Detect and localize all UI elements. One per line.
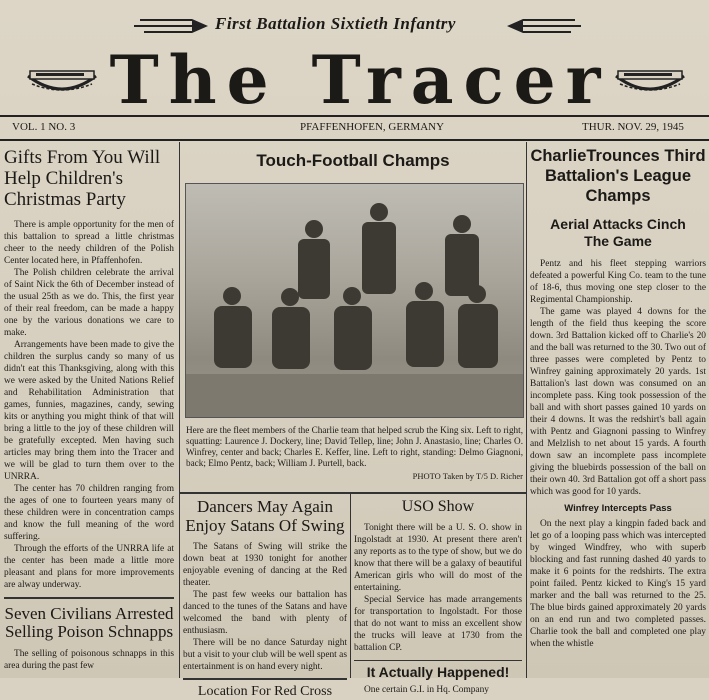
subhead-aerial: Aerial Attacks Cinch The Game xyxy=(550,216,686,249)
article-paragraph: Tonight there will be a U. S. O. show in Ingolstadt at 1930. At present there aren't any reports as to the type of show, but we do know that there will be a galaxy of beautiful American girls who will do most of the entertaining. xyxy=(354,522,522,593)
team-photo xyxy=(185,183,524,418)
headline-location: Location For Red Cross xyxy=(197,684,333,700)
location: PFAFFENHOFEN, GERMANY xyxy=(300,121,445,133)
column-rule xyxy=(350,494,351,678)
article-paragraph: There is ample opportunity for the men of this battalion to spread a little christmas cheer to the needy children of the Polish Center located here, in Pfaffenhofen. xyxy=(4,219,174,266)
section-rule xyxy=(354,660,522,661)
headline-happened: It Actually Happened! xyxy=(366,663,510,680)
photo-headline: Touch-Football Champs xyxy=(256,151,450,170)
article-paragraph: The game was played 4 downs for the length of the field thus keeping the score down. 3rd Battalion kicked off to Charlie's 20 and the ball was returned to the 30. Two out of three passes were completed by Pentz to Winfrey gaining approximately 20 yards. 1st Battalion's last down was consumed on an incomplete pass. King took possession of the ball and with short passes gained 10 yards on their 4 downs. It was the redshirt's ball again with Pentz and Giagnoni passing to Winfrey and Melzlish to net about 15 yards. A fourth down saw an incomplete pass incomplete giving the bluebirds possession of the ball on their own 40. 3rd Battalion got off a short pass which was good for 10 yards. xyxy=(530,307,706,497)
article-paragraph: There will be no dance Saturday night but a visit to your club will be well spent as entertainment is on hand every night. xyxy=(183,638,347,673)
section-rule xyxy=(183,678,347,680)
section-rule xyxy=(4,597,174,599)
dateline-bar xyxy=(0,115,709,141)
newspaper-title: The Tracer xyxy=(109,41,611,119)
uso-article xyxy=(354,496,522,695)
headline-gifts: Gifts From You Will Help Children's Christmas Party xyxy=(4,147,161,210)
issue-date: THUR. NOV. 29, 1945 xyxy=(582,121,684,133)
photo-caption xyxy=(186,425,523,482)
article-paragraph: The Polish children celebrate the arrival of Saint Nick the 6th of December instead of the usual 25th as we do. This, the first year of their real freedom, can be made a happy one by the various donations we care to make. xyxy=(4,267,174,338)
speed-lines-left-icon xyxy=(130,16,210,38)
rifle-wreath-badge-icon xyxy=(22,62,102,98)
article-paragraph: Pentz and his fleet stepping warriors defeated a powerful King Co. team to the tune of 18-6, thus moving one step closer to the Regimental Championship. xyxy=(530,259,706,305)
subhead-winfrey: Winfrey Intercepts Pass xyxy=(564,503,672,514)
article-paragraph: Special Service has made arrangements for transportation to Ingolstadt. For those that do not want to miss an excellent show the trucks will leave at 1730 from the battalion CP. xyxy=(354,594,522,653)
article-paragraph: The center has 70 children ranging from the ages of one to fourteen years many of these children were in concentration camps and know the full meaning of the word suffering. xyxy=(4,483,174,542)
article-paragraph: Arrangements have been made to give the children the surplus candy so many of us didn't eat this Thanksgiving, along with this we were asked by the United Nations Relief and Rehabilitation Administration that games, funnies, magazines, candy, sewing kits or anything you might think of that will bring a little to the joy of these children will be gratefully excepted. Men having such articles may bring them into the Tracer and we will be glad to turn them over to the UNRRA. xyxy=(4,339,174,482)
volume-number: VOL. 1 NO. 3 xyxy=(12,121,76,133)
team-photo-figures xyxy=(186,184,523,417)
caption-text: Here are the fleet members of the Charlie team that helped scrub the King six. Left to right, squatting: Laurence J. Dockery, line; David Tellep, line; John J. Anastasio, line; Charles O. Winfrey, center and back; Charles E. Keffer, line. Left to right, standing: Delmo Giagnoni, back; Elmo Pentz, back; William J. Purtell, back. xyxy=(186,425,523,468)
headline-uso: USO Show xyxy=(401,498,475,515)
article-paragraph: One certain G.I. in Hq. Company xyxy=(364,684,489,695)
headline-charlie: CharlieTrounces Third Battalion's League Champs xyxy=(530,147,706,205)
article-paragraph: The Satans of Swing will strike the down beat at 1930 tonight for another enjoyable evening of dancing at the Red theater. xyxy=(183,542,347,589)
column-rule xyxy=(179,142,180,678)
photo-credit: PHOTO Taken by T/5 D. Richer xyxy=(412,471,523,481)
article-paragraph: On the next play a kingpin faded back and let go of a looping pass which was intercepted by winged Windfrey, who with superb blocking and fast running dashed 40 yards to make it 6 points for the redshirts. The extra point failed. Pentz kicked to King's 15 yard marker and the ball was returned to the 25. The blue birds gained approximately 20 yards on an end run and two completed passes. Charlie took the ball and completed one play when the whistle xyxy=(530,519,706,650)
headline-dancers: Dancers May Again Enjoy Satans Of Swing xyxy=(185,497,345,535)
dancers-article xyxy=(183,496,347,700)
left-column xyxy=(4,142,174,678)
column-rule xyxy=(526,142,527,678)
article-paragraph: Through the efforts of the UNRRA life at the center has been made a little more pleasant and plans for more improvements are alway underway. xyxy=(4,543,174,590)
rifle-wreath-badge-icon xyxy=(610,62,690,98)
section-rule xyxy=(180,492,526,494)
article-paragraph: The selling of poisonous schnapps in this area during the past few xyxy=(4,649,174,672)
headline-schnapps: Seven Civilians Arrested Selling Poison Schnapps xyxy=(4,603,174,642)
battalion-line: First Battalion Sixtieth Infantry xyxy=(215,14,456,33)
right-column xyxy=(530,142,706,678)
speed-lines-right-icon xyxy=(505,16,585,38)
masthead xyxy=(0,0,709,118)
article-paragraph: The past few weeks our battalion has danced to the tunes of the Satans and have welcomed the band with plenty of enthusiasm. xyxy=(183,590,347,637)
